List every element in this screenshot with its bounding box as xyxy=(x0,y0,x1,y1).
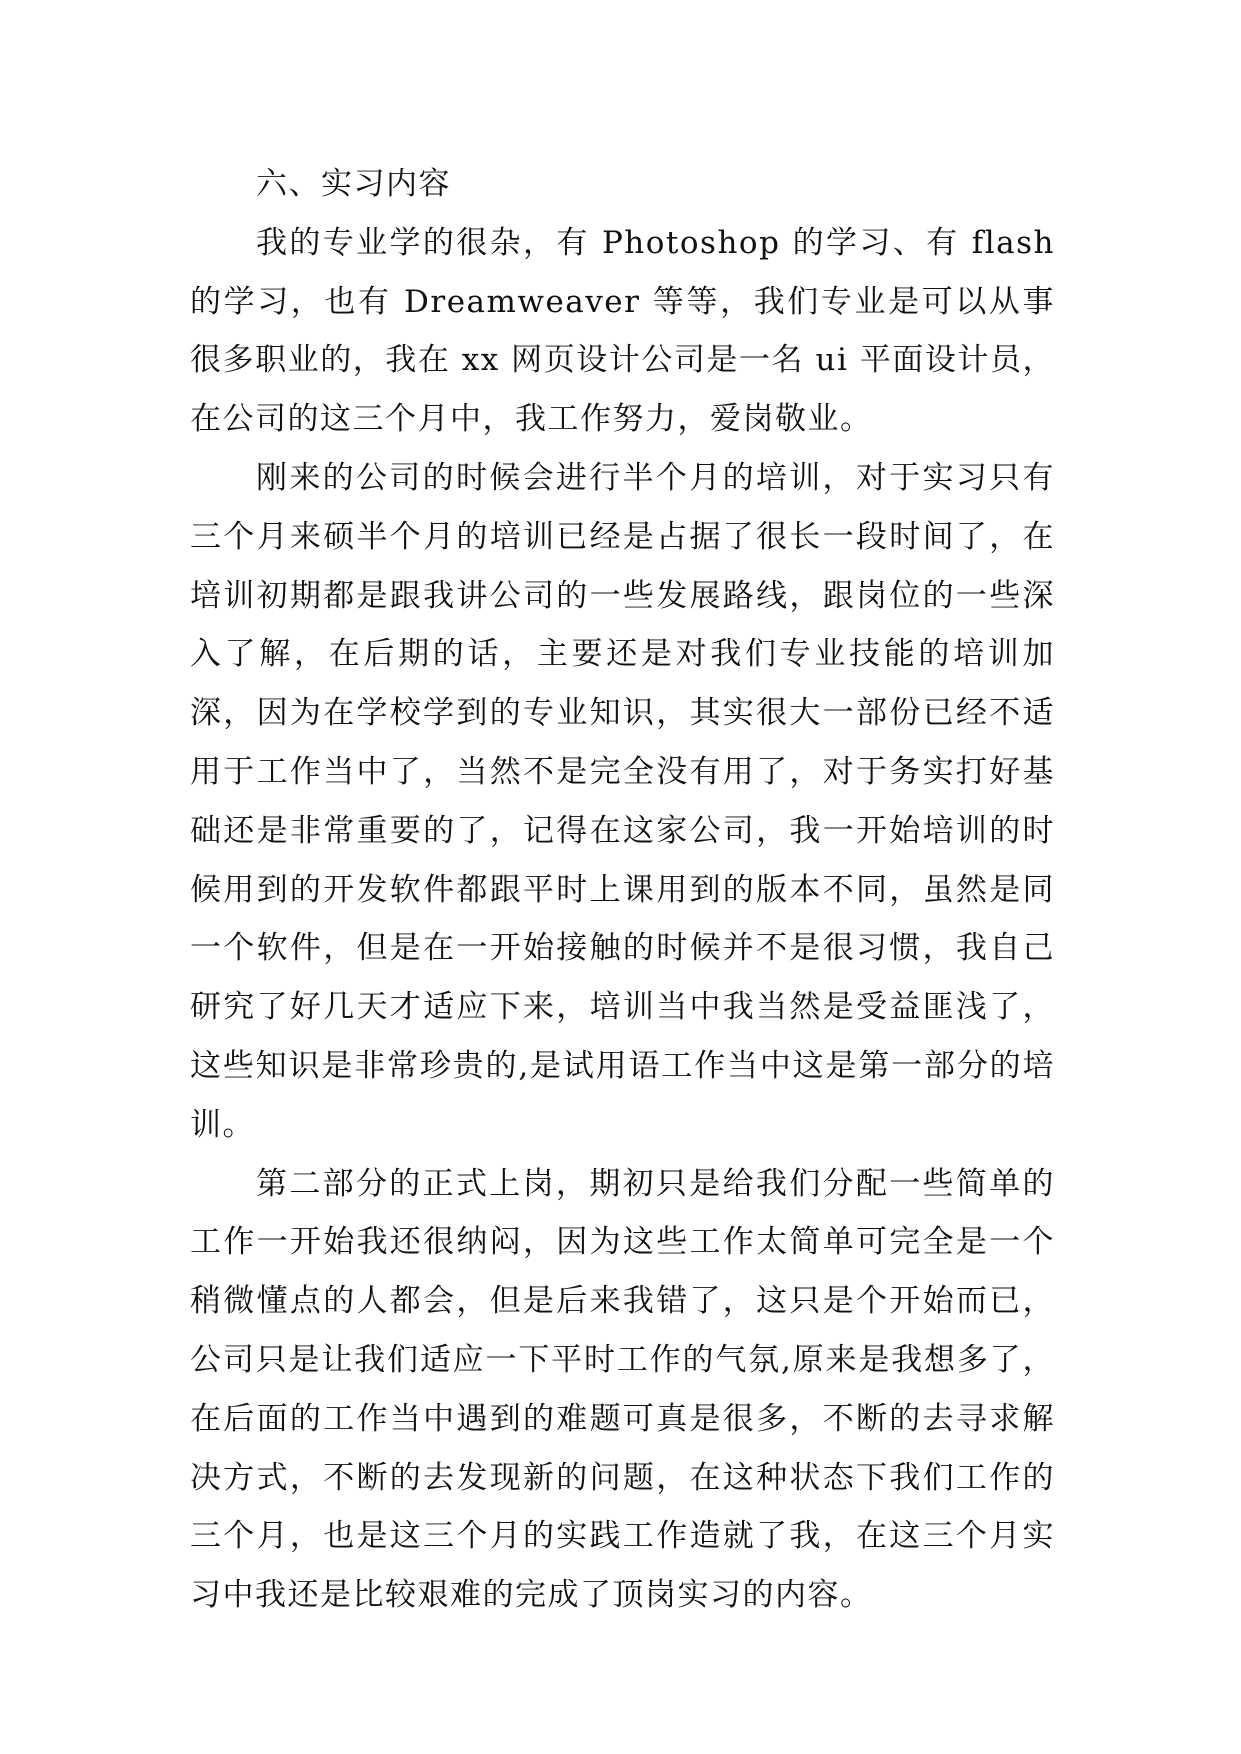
document-body xyxy=(190,155,1055,1625)
paragraph-training: 刚来的公司的时候会进行半个月的培训，对于实习只有三个月来硕半个月的培训已经是占据了很长一段时间了，在培训初期都是跟我讲公司的一些发展路线，跟岗位的一些深入了解，在后期的话，主要还是对我们专业技能的培训加深，因为在学校学到的专业知识，其实很大一部份已经不适用于工作当中了，当然不是完全没有用了，对于务实打好基础还是非常重要的了，记得在这家公司，我一开始培训的时候用到的开发软件都跟平时上课用到的版本不同，虽然是同一个软件，但是在一开始接触的时候并不是很习惯，我自己研究了好几天才适应下来，培训当中我当然是受益匪浅了，这些知识是非常珍贵的,是试用语工作当中这是第一部分的培训。 xyxy=(190,459,1055,1143)
paragraph-formal-work: 第二部分的正式上岗，期初只是给我们分配一些简单的工作一开始我还很纳闷，因为这些工作太简单可完全是一个稍微懂点的人都会，但是后来我错了，这只是个开始而已，公司只是让我们适应一下平时工作的气氛,原来是我想多了，在后面的工作当中遇到的难题可真是很多，不断的去寻求解决方式，不断的去发现新的问题，在这种状态下我们工作的三个月，也是这三个月的实践工作造就了我，在这三个月实习中我还是比较艰难的完成了顶岗实习的内容。 xyxy=(190,1165,1055,1614)
paragraph-major-overview: 我的专业学的很杂，有 Photoshop 的学习、有 flash 的学习，也有 Dreamweaver 等等，我们专业是可以从事很多职业的，我在 xx 网页设计公司是一名 ui 平面设计员，在公司的这三个月中，我工作努力，爱岗敬业。 xyxy=(190,224,1055,438)
section-heading: 六、实习内容 xyxy=(256,166,451,202)
